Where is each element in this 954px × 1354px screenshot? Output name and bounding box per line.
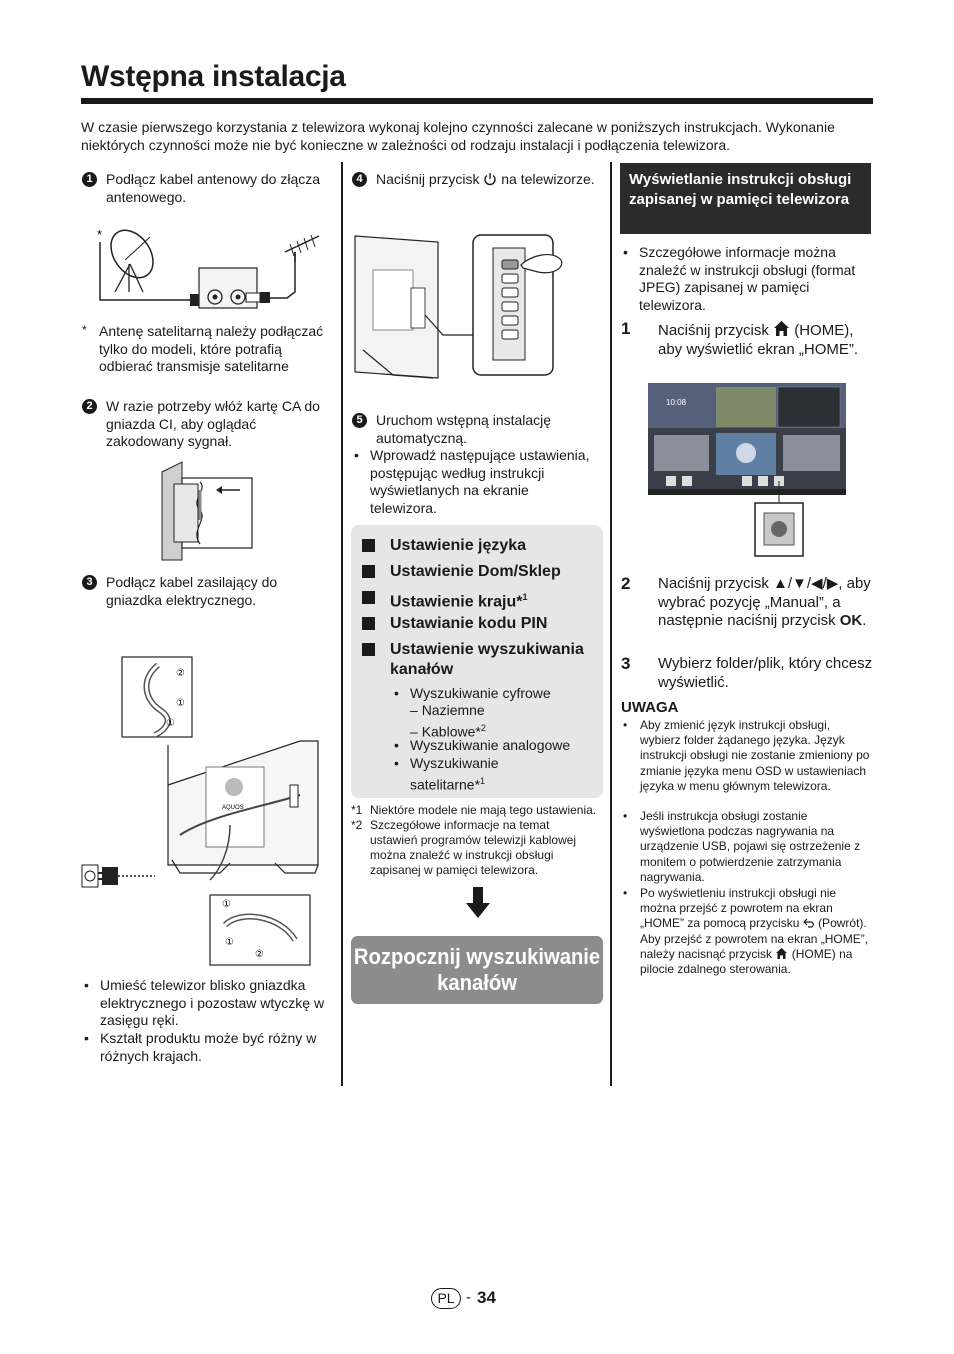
dash-terrestrial: – Naziemne [410, 702, 485, 718]
note-3: • Po wyświetleniu instrukcji obsługi nie można przejść z powrotem na ekran „HOME” za pomocą przycisku (Powrót). Aby przejść z powrotem na ekran „HOME”, należy nacisnąć przycisk (HOME) na pilocie zdalnego sterowania. [621, 886, 873, 977]
language-badge: PL [431, 1288, 461, 1309]
footnote-2-mark: *2 [351, 818, 363, 832]
step-number-5: 5 [352, 413, 367, 428]
setting-language: Ustawienie języka [360, 536, 598, 556]
setting-country: Ustawienie kraju*$^1$ [360, 588, 598, 612]
antenna-connection-illustration [95, 222, 325, 312]
footnote-1: Niektóre modele nie mają tego ustawienia. [370, 803, 597, 817]
square-bullet [362, 565, 375, 578]
step-5 [352, 412, 597, 447]
setting-pin: Ustawianie kodu PIN [360, 614, 598, 634]
screen-clock: 10:08 [666, 398, 687, 407]
ca-card-illustration [160, 460, 260, 562]
step-5-text: Uruchom wstępną instalację automatyczną. [376, 412, 552, 446]
step-2 [82, 398, 332, 451]
note-star-mark: * [82, 323, 87, 337]
svg-text:②: ② [176, 668, 185, 679]
page-number: 34 [477, 1288, 496, 1307]
manual-step-2: 2 Naciśnij przycisk ▲/▼/◀/▶, aby wybrać pozycję „Manual”, a następnie naciśnij przycisk OK. [621, 574, 871, 629]
svg-text:①: ① [225, 937, 234, 948]
satellite-note: Antenę satelitarną należy podłączać tylko do modeli, które potrafią odbierać transmisje satelitarne [99, 323, 324, 374]
col1-bullet-1: • Umieść telewizor blisko gniazdka elektrycznego i pozostaw wtyczkę w zasięgu ręki. [82, 977, 334, 1030]
tv-power-button-illustration [353, 230, 573, 385]
col3-bullet: • Szczegółowe informacje można znaleźć w instrukcji obsługi (format JPEG) zapisanej w pamięci telewizora. [621, 244, 869, 314]
step-1 [82, 171, 322, 206]
manual-step-1: 1 Naciśnij przycisk (HOME), aby wyświetlić ekran „HOME”. [621, 319, 859, 358]
home-icon-small [775, 947, 788, 960]
ok-key: OK [839, 612, 863, 629]
step-number-2: 2 [82, 399, 97, 414]
power-cable-illustration [80, 655, 325, 970]
svg-text:①: ① [222, 899, 231, 910]
square-bullet [362, 617, 375, 630]
step-number-1: 1 [82, 172, 97, 187]
svg-text:①: ① [166, 718, 175, 729]
note-2: • Jeśli instrukcja obsługi zostanie wyświetlona podczas nagrywania na urządzenie USB, pojawi się ostrzeżenie z monitem o potwierdzenie zatrzymania nagrywania. [621, 809, 873, 885]
sub-analog: • Wyszukiwanie analogowe [392, 737, 592, 755]
square-bullet [362, 591, 375, 604]
column-divider-1 [341, 162, 343, 1086]
sub-digital: • Wyszukiwanie cyfrowe [392, 685, 592, 703]
setting-channel-search: Ustawienie wyszukiwania kanałów [360, 640, 585, 679]
title-rule [81, 98, 873, 104]
square-bullet [362, 539, 375, 552]
footnote-2: Szczegółowe informacje na temat ustawień programów telewizji kablowej można znaleźć w instrukcji obsługi zapisanej w pamięci telewizora. [370, 818, 577, 877]
step-4-text-b: na telewizorze. [501, 171, 595, 187]
step-3 [82, 574, 322, 609]
tv-logo: AQUOS [222, 805, 244, 811]
manual-section-header: Wyświetlanie instrukcji obsługi zapisanej w pamięci telewizora [620, 163, 871, 234]
arrow-down-icon [466, 887, 490, 919]
home-icon [773, 320, 790, 337]
dash-cable: – Kablowe*$^2$ [410, 723, 486, 740]
svg-text:①: ① [176, 698, 185, 709]
manual-step-number-2: 2 [621, 574, 631, 593]
step-4 [352, 171, 597, 189]
square-bullet [362, 643, 375, 656]
footnote-1-mark: *1 [351, 803, 363, 817]
manual-step-3: 3 Wybierz folder/plik, który chcesz wyświetlić. [621, 654, 873, 691]
svg-text:②: ② [255, 949, 264, 960]
page-separator: - [466, 1289, 471, 1306]
step-1-text: Podłącz kabel antenowy do złącza antenowego. [106, 171, 321, 205]
satellite-star: * [97, 227, 103, 242]
note-1: • Aby zmienić język instrukcji obsługi, wybierz folder żądanego języka. Język instrukcji obsługi nie zostanie zmieniony po zmianie języka menu OSD w ustawieniach języka w menu głównym telewizora. [621, 718, 873, 794]
step-number-4: 4 [352, 172, 367, 187]
col1-bullet-2: • Kształt produktu może być różny w różnych krajach. [82, 1030, 334, 1065]
setting-home-store: Ustawienie Dom/Sklep [360, 562, 598, 582]
back-icon [803, 917, 815, 928]
step-2-text: W razie potrzeby włóż kartę CA do gniazda CI, aby oglądać zakodowany sygnał. [106, 398, 320, 449]
step-number-3: 3 [82, 575, 97, 590]
step-4-text-a: Naciśnij przycisk [376, 171, 480, 187]
intro-text: W czasie pierwszego korzystania z telewizora wykonaj kolejno czynności zalecane w poniższych instrukcjach. Wykonanie niektórych czynności może nie być konieczne w zależności od rodzaju instalacji i podłączenia telewizora. [81, 119, 835, 153]
manual-step-number-3: 3 [621, 654, 631, 673]
sub-satellite: • Wyszukiwanie satelitarne*$^1$ [392, 755, 572, 794]
home-screen-illustration [648, 383, 848, 558]
start-channel-search-box: Rozpocznij wyszukiwanie kanałów [351, 936, 603, 1004]
power-icon [483, 172, 497, 186]
step-3-text: Podłącz kabel zasilający do gniazdka elektrycznego. [106, 574, 278, 608]
note-heading: UWAGA [621, 699, 679, 716]
manual-step-number-1: 1 [621, 319, 631, 338]
page-title: Wstępna instalacja [81, 60, 346, 93]
col2-bullet: • Wprowadź następujące ustawienia, postępując według instrukcji wyświetlanych na ekranie telewizora. [352, 447, 592, 517]
column-divider-2 [610, 162, 612, 1086]
